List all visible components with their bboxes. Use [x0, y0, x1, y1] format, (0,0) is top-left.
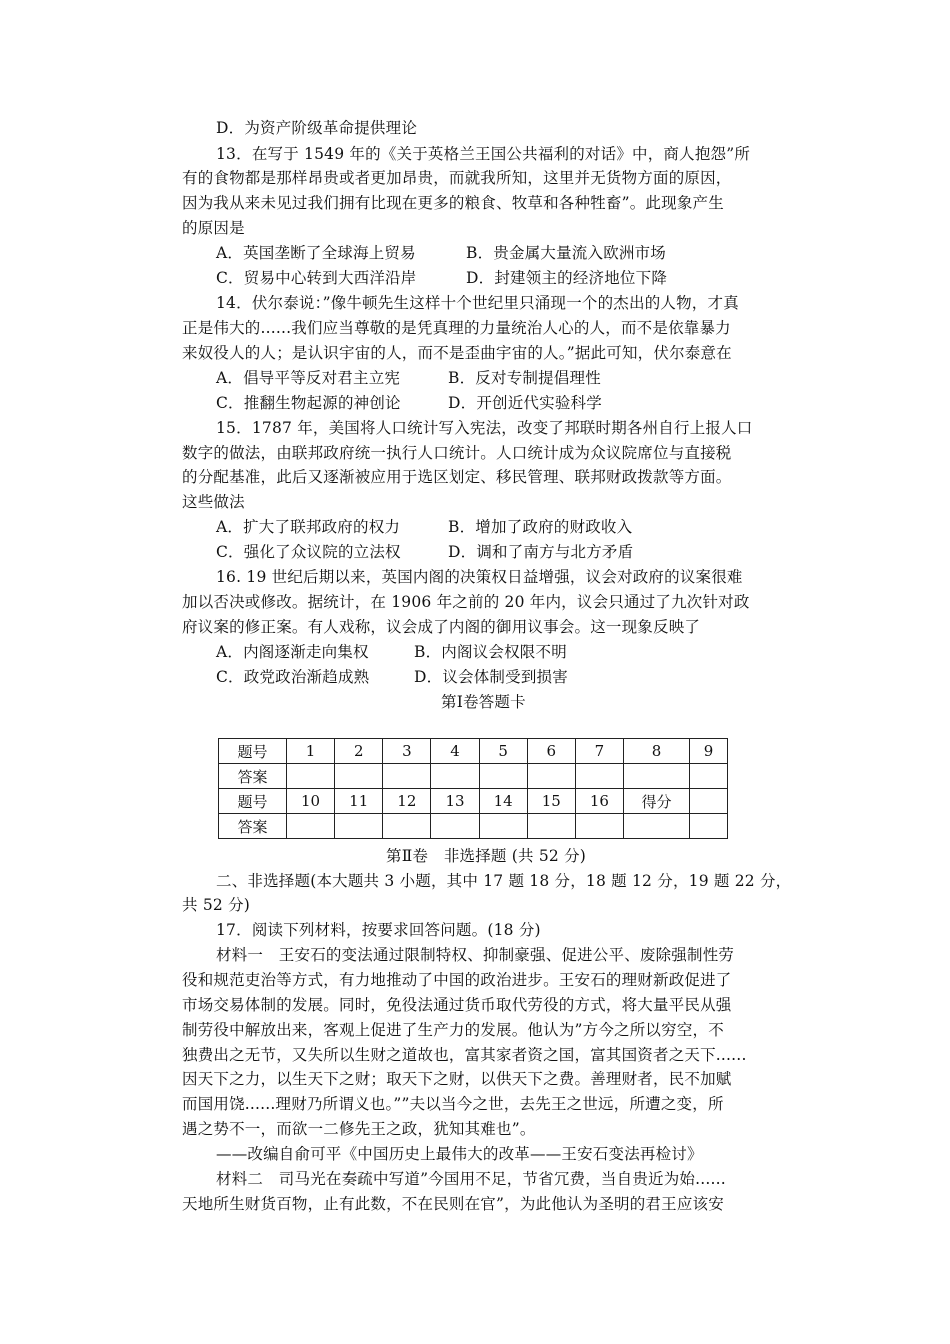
table-row: [219, 739, 728, 764]
table-cell: 答案: [219, 764, 287, 789]
table-cell: 15: [527, 789, 575, 814]
q15-option-d: D．调和了南方与北方矛盾: [448, 543, 634, 561]
q14-line: 来奴役人的人；是认识宇宙的人，而不是歪曲宇宙的人。”据此可知，伏尔泰意在: [182, 344, 732, 362]
table-row: [219, 789, 728, 814]
table-cell: 6: [527, 739, 575, 764]
table-cell: 11: [335, 789, 383, 814]
score-slot[interactable]: [624, 814, 690, 839]
q17-material1-line: 而国用饶......理财乃所谓义也。””夫以当今之世，去先王之世远，所遭之变，所: [182, 1095, 724, 1113]
answer-slot[interactable]: [287, 814, 335, 839]
q13-line: 的原因是: [182, 219, 245, 237]
table-cell: 4: [431, 739, 479, 764]
q13-option-c: C．贸易中心转到大西洋沿岸: [216, 269, 417, 287]
answer-slot[interactable]: [624, 764, 690, 789]
table-cell: 2: [335, 739, 383, 764]
q13-line: 因为我从来未见过我们拥有比现在更多的粮食、牧草和各种牲畜”。此现象产生: [182, 194, 724, 212]
answer-slot[interactable]: [527, 814, 575, 839]
q14-option-d: D．开创近代实验科学: [448, 394, 602, 412]
q15-option-b: B．增加了政府的财政收入: [448, 518, 633, 536]
table-cell: 1: [287, 739, 335, 764]
q13-line: 13．在写于 1549 年的《关于英格兰王国公共福利的对话》中，商人抱怨”所: [216, 145, 751, 163]
table-cell: [690, 789, 728, 814]
table-cell: 13: [431, 789, 479, 814]
answer-slot[interactable]: [431, 814, 479, 839]
table-row: [219, 814, 728, 839]
table-cell: 题号: [219, 789, 287, 814]
table-cell: 题号: [219, 739, 287, 764]
q15-line: 15．1787 年，美国将人口统计写入宪法，改变了邦联时期各州自行上报人口: [216, 419, 753, 437]
answer-slot[interactable]: [383, 764, 431, 789]
q16-option-b: B．内阁议会权限不明: [414, 643, 567, 661]
part2-title: 第Ⅱ卷 非选择题 (共 52 分): [386, 847, 587, 865]
q14-option-a: A．倡导平等反对君主立宪: [216, 369, 401, 387]
part2-intro: 二、非选择题(本大题共 3 小题，其中 17 题 18 分，18 题 12 分，19 题 22 分，: [216, 872, 792, 890]
answer-slot[interactable]: [335, 814, 383, 839]
q17-stem: 17．阅读下列材料，按要求回答问题。(18 分): [216, 921, 541, 939]
table-cell: 8: [624, 739, 690, 764]
q16-line: 16. 19 世纪后期以来，英国内阁的决策权日益增强，议会对政府的议案很难: [216, 568, 743, 586]
answer-slot[interactable]: [575, 764, 623, 789]
table-cell: 得分: [624, 789, 690, 814]
q17-material1-line: 独费出之无节，又失所以生财之道故也，富其家者资之国，富其国资者之天下......: [182, 1046, 747, 1064]
table-cell: 7: [575, 739, 623, 764]
q12-option-d: D．为资产阶级革命提供理论: [216, 119, 418, 137]
q14-option-b: B．反对专制提倡理性: [448, 369, 601, 387]
table-cell: 14: [479, 789, 527, 814]
q16-option-a: A．内阁逐渐走向集权: [216, 643, 369, 661]
q17-source: ——改编自俞可平《中国历史上最伟大的改革——王安石变法再检讨》: [216, 1145, 703, 1163]
answer-slot[interactable]: [431, 764, 479, 789]
q16-option-c: C．政党政治渐趋成熟: [216, 668, 370, 686]
q15-line: 这些做法: [182, 493, 245, 511]
q13-option-a: A．英国垄断了全球海上贸易: [216, 244, 416, 262]
table-cell: 16: [575, 789, 623, 814]
q15-line: 的分配基准，此后又逐渐被应用于选区划定、移民管理、联邦财政拨款等方面。: [182, 468, 732, 486]
q15-option-a: A．扩大了联邦政府的权力: [216, 518, 401, 536]
table-cell: 3: [383, 739, 431, 764]
q17-material2-line: 天地所生财货百物，止有此数，不在民则在官”，为此他认为圣明的君王应该安: [182, 1195, 724, 1213]
q14-line: 14．伏尔泰说：”像牛顿先生这样十个世纪里只涌现一个的杰出的人物，才真: [216, 294, 739, 312]
score-slot[interactable]: [690, 814, 728, 839]
table-cell: 9: [690, 739, 728, 764]
answer-slot[interactable]: [479, 814, 527, 839]
answer-slot[interactable]: [690, 764, 728, 789]
q14-line: 正是伟大的......我们应当尊敬的是凭真理的力量统治人心的人，而不是依靠暴力: [182, 319, 731, 337]
q17-material1-line: 材料一 王安石的变法通过限制特权、抑制豪强、促进公平、废除强制性劳: [216, 946, 735, 964]
q16-line: 加以否决或修改。据统计，在 1906 年之前的 20 年内，议会只通过了九次针对政: [182, 593, 750, 611]
q17-material1-line: 制劳役中解放出来，客观上促进了生产力的发展。他认为”方今之所以穷空，不: [182, 1021, 724, 1039]
table-cell: 5: [479, 739, 527, 764]
q17-material2-line: 材料二 司马光在奏疏中写道”今国用不足，节省冗费，当自贵近为始......: [216, 1170, 726, 1188]
table-row: [219, 764, 728, 789]
answer-slot[interactable]: [383, 814, 431, 839]
q17-material1-line: 遇之势不一，而欲一二修先王之政，犹知其难也”。: [182, 1120, 536, 1138]
answer-card-table: [218, 738, 728, 839]
q13-option-b: B．贵金属大量流入欧洲市场: [466, 244, 666, 262]
q13-line: 有的食物都是那样昂贵或者更加昂贵，而就我所知，这里并无货物方面的原因，: [182, 169, 732, 187]
answer-slot[interactable]: [335, 764, 383, 789]
table-cell: 10: [287, 789, 335, 814]
q16-line: 府议案的修正案。有人戏称，议会成了内阁的御用议事会。这一现象反映了: [182, 618, 701, 636]
table-cell: 12: [383, 789, 431, 814]
q15-option-c: C．强化了众议院的立法权: [216, 543, 401, 561]
part2-intro: 共 52 分): [182, 896, 251, 914]
q16-option-d: D．议会体制受到损害: [414, 668, 568, 686]
q13-option-d: D．封建领主的经济地位下降: [466, 269, 668, 287]
table-cell: 答案: [219, 814, 287, 839]
q14-option-c: C．推翻生物起源的神创论: [216, 394, 401, 412]
answer-slot[interactable]: [479, 764, 527, 789]
q17-material1-line: 市场交易体制的发展。同时，免役法通过货币取代劳役的方式，将大量平民从强: [182, 996, 732, 1014]
answer-card-title: 第Ⅰ卷答题卡: [441, 693, 526, 711]
q17-material1-line: 因天下之力，以生天下之财；取天下之财，以供天下之费。善理财者，民不加赋: [182, 1070, 732, 1088]
answer-slot[interactable]: [527, 764, 575, 789]
answer-slot[interactable]: [287, 764, 335, 789]
q17-material1-line: 役和规范吏治等方式，有力地推动了中国的政治进步。王安石的理财新政促进了: [182, 971, 732, 989]
answer-slot[interactable]: [575, 814, 623, 839]
q15-line: 数字的做法，由联邦政府统一执行人口统计。人口统计成为众议院席位与直接税: [182, 444, 732, 462]
